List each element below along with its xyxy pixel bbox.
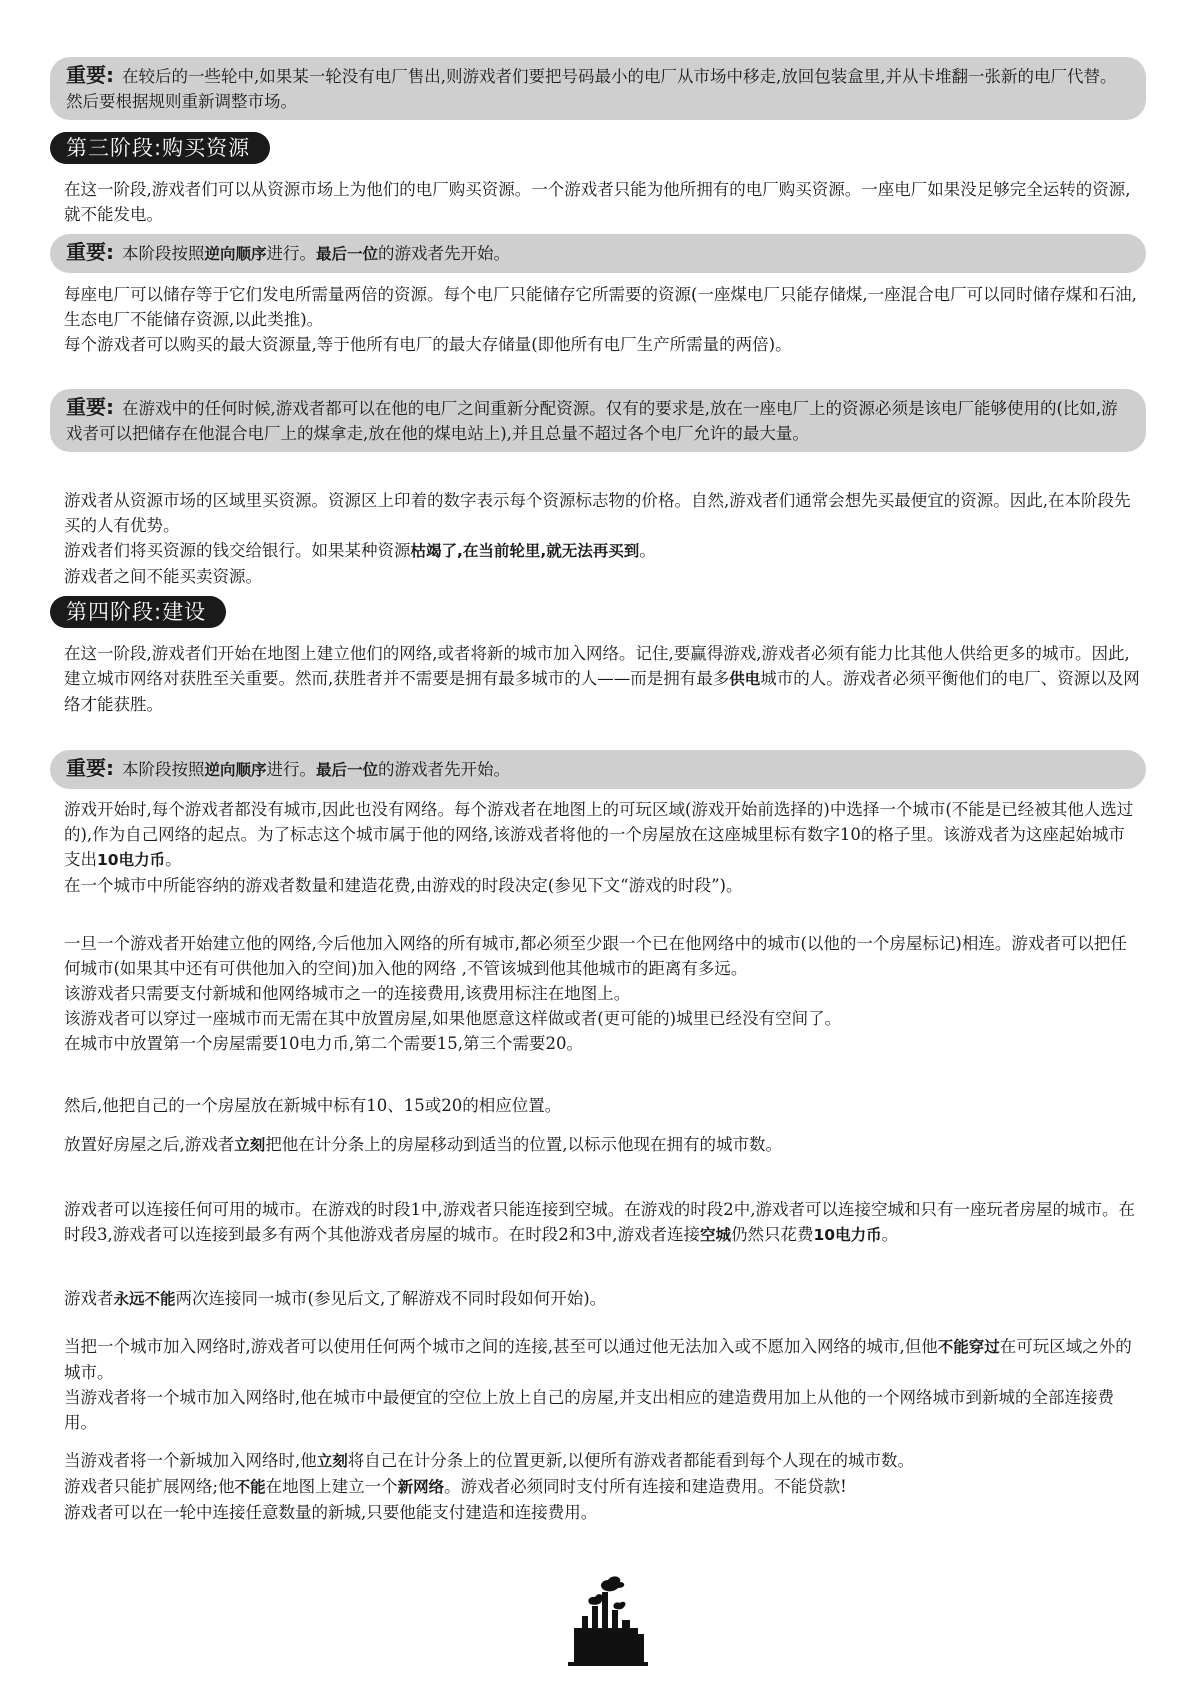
note-text: 的游戏者先开始。 [378,760,511,779]
paragraph: 每个游戏者可以购买的最大资源量,等于他所有电厂的最大存储量(即他所有电厂生产所需量的两倍)。 [64,335,792,354]
note-tag: 重要: [66,240,114,264]
paragraph [64,1286,1140,1312]
power-plant-icon [568,1570,648,1666]
paragraph: 在城市中放置第一个房屋需要10电力币,第二个需要15,第三个需要20。 [64,1034,583,1053]
note-text: 本阶段按照 [122,244,205,263]
phase4-update-track [64,1448,1140,1525]
note-emphasis: 最后一位 [316,761,379,779]
paragraph [64,538,1140,564]
emphasis: 不能穿过 [937,1338,1000,1356]
phase4-never-twice [64,1286,1140,1312]
important-note-redistribute [50,389,1146,452]
paragraph [64,1448,1140,1474]
text: 当游戏者将一个新城加入网络时,他 [64,1451,317,1470]
important-note-phase3-order [50,234,1146,273]
note-text: 的游戏者先开始。 [378,244,511,263]
paragraph: 一旦一个游戏者开始建立他的网络,今后他加入网络的所有城市,都必须至少跟一个已在他网络中的城市(以他的一个房屋标记)相连。游戏者可以把任何城市(如果其中还有可供他加入的空间)加入他的网络 ,不管该城到他其他城市的距离有多远。 [64,934,1127,978]
text: 游戏者们将买资源的钱交给银行。如果某种资源 [64,541,411,560]
section-heading-phase3: 第三阶段:购买资源 [50,132,270,164]
text: 游戏者 [64,1289,114,1308]
note-emphasis: 逆向顺序 [204,245,267,263]
text: 在这一阶段,游戏者们开始在地图上建立他们的网络,或者将新的城市加入网络。记住,要赢得游戏,游戏者必须有能力比其他人供给更多的城市。因此,建立城市网络对获胜至关重要。然而,获胜者并不需要是拥有最多城市的人——而是拥有最多 [64,644,1130,688]
text: 当把一个城市加入网络时,游戏者可以使用任何两个城市之间的连接,甚至可以通过他无法加入或不愿加入网络的城市,但他 [64,1337,938,1356]
paragraph: 该游戏者可以穿过一座城市而无需在其中放置房屋,如果他愿意这样做或者(更可能的)城里已经没有空间了。 [64,1009,842,1028]
emphasis: 10电力币 [813,1226,882,1244]
emphasis: 空城 [699,1226,731,1244]
text: 。 [639,541,656,560]
paragraph: 在一个城市中所能容纳的游戏者数量和建造花费,由游戏的时段决定(参见下文“游戏的时段”)。 [64,876,743,895]
important-note-market [50,57,1146,120]
emphasis: 立刻 [316,1452,348,1470]
text: 游戏者只能扩展网络;他 [64,1477,235,1496]
text: 把他在计分条上的房屋移动到适当的位置,以标示他现在拥有的城市数。 [265,1135,783,1154]
paragraph [64,1197,1140,1248]
text: 放置好房屋之后,游戏者 [64,1135,235,1154]
paragraph [64,797,1140,873]
phase4-place-house [64,1093,1140,1118]
note-tag: 重要: [66,395,114,419]
text: 城市的人。游戏者必须平衡他们的电厂、资源以及网络才能获胜。 [64,669,1140,714]
text: 在地图上建立一个 [265,1477,398,1496]
emphasis: 立刻 [234,1136,266,1154]
paragraph: 当游戏者将一个城市加入网络时,他在城市中最便宜的空位上放上自己的房屋,并支出相应的建造费用加上从他的一个网络城市到新城的全部连接费用。 [64,1388,1114,1432]
phase4-connections [64,1334,1140,1435]
note-emphasis: 逆向顺序 [204,761,267,779]
section-heading-phase4: 第四阶段:建设 [50,596,226,628]
text: 。游戏者必须同时支付所有连接和建造费用。不能贷款! [444,1477,847,1496]
note-text: 进行。 [266,760,317,779]
paragraph: 每座电厂可以储存等于它们发电所需量两倍的资源。每个电厂只能储存它所需要的资源(一座煤电厂只能存储煤,一座混合电厂可以同时储存煤和石油,生态电厂不能储存资源,以此类推)。 [64,285,1137,329]
paragraph: 游戏者之间不能买卖资源。 [64,567,262,586]
phase3-storage [64,282,1140,357]
text: 游戏开始时,每个游戏者都没有城市,因此也没有网络。每个游戏者在地图上的可玩区域(游戏开始前选择的)中选择一个城市(不能是已经被其他人选过的),作为自己网络的起点。为了标志这个城市属于他的网络,该游戏者将他的一个房屋放在这座城里标有数字10的格子里。该游戏者为这座起始城市支出 [64,800,1134,869]
phase4-intro [64,641,1140,717]
text: 仍然只花费 [731,1225,814,1244]
note-text: 在游戏中的任何时候,游戏者都可以在他的电厂之间重新分配资源。仅有的要求是,放在一座电厂上的资源必须是该电厂能够使用的(比如,游戏者可以把储存在他混合电厂上的煤拿走,放在他的煤电站上),并且总量不超过各个电厂允许的最大量。 [66,399,1118,443]
emphasis: 枯竭了,在当前轮里,就无法再买到 [410,542,640,560]
paragraph: 该游戏者只需要支付新城和他网络城市之一的连接费用,该费用标注在地图上。 [64,984,631,1003]
important-note-phase4-order [50,750,1146,789]
paragraph [64,1334,1140,1385]
note-text: 在较后的一些轮中,如果某一轮没有电厂售出,则游戏者们要把号码最小的电厂从市场中移走,放回包装盒里,并从卡堆翻一张新的电厂代替。然后要根据规则重新调整市场。 [66,67,1117,111]
text: 在可玩区域之外的城市。 [64,1337,1132,1382]
note-text: 本阶段按照 [122,760,205,779]
text: 游戏者可以连接任何可用的城市。在游戏的时段1中,游戏者只能连接到空城。在游戏的时段2中,游戏者可以连接空城和只有一座玩者房屋的城市。在时段3,游戏者可以连接到最多有两个其他游戏者房屋的城市。在时段2和3中,游戏者连接 [64,1200,1135,1244]
text: 将自己在计分条上的位置更新,以便所有游戏者都能看到每个人现在的城市数。 [347,1451,915,1470]
paragraph: 游戏者从资源市场的区域里买资源。资源区上印着的数字表示每个资源标志物的价格。自然,游戏者们通常会想先买最便宜的资源。因此,在本阶段先买的人有优势。 [64,491,1131,535]
note-emphasis: 最后一位 [316,245,379,263]
text: 。 [165,850,182,869]
text: 两次连接同一城市(参见后文,了解游戏不同时段如何开始)。 [175,1289,607,1308]
paragraph: 在这一阶段,游戏者们可以从资源市场上为他们的电厂购买资源。一个游戏者只能为他所拥有的电厂购买资源。一座电厂如果没足够完全运转的资源,就不能发电。 [64,180,1131,224]
note-tag: 重要: [66,63,114,87]
emphasis: 不能 [234,1478,266,1496]
phase3-intro [64,177,1140,227]
emphasis: 供电 [729,670,761,688]
text: 。 [881,1225,899,1244]
paragraph: 然后,他把自己的一个房屋放在新城中标有10、15或20的相应位置。 [64,1096,562,1115]
emphasis: 10电力币 [97,851,166,869]
note-text: 进行。 [266,244,317,263]
paragraph [64,641,1140,717]
phase4-eras [64,1197,1140,1248]
phase3-market [64,488,1140,589]
emphasis: 永远不能 [113,1290,176,1308]
paragraph: 游戏者可以在一轮中连接任意数量的新城,只要他能支付建造和连接费用。 [64,1503,598,1522]
emphasis: 新网络 [397,1478,445,1496]
phase4-score-track [64,1132,1140,1158]
note-tag: 重要: [66,756,114,780]
paragraph [64,1474,1140,1500]
phase4-start [64,797,1140,898]
paragraph [64,1132,1140,1158]
phase4-expand [64,931,1140,1056]
